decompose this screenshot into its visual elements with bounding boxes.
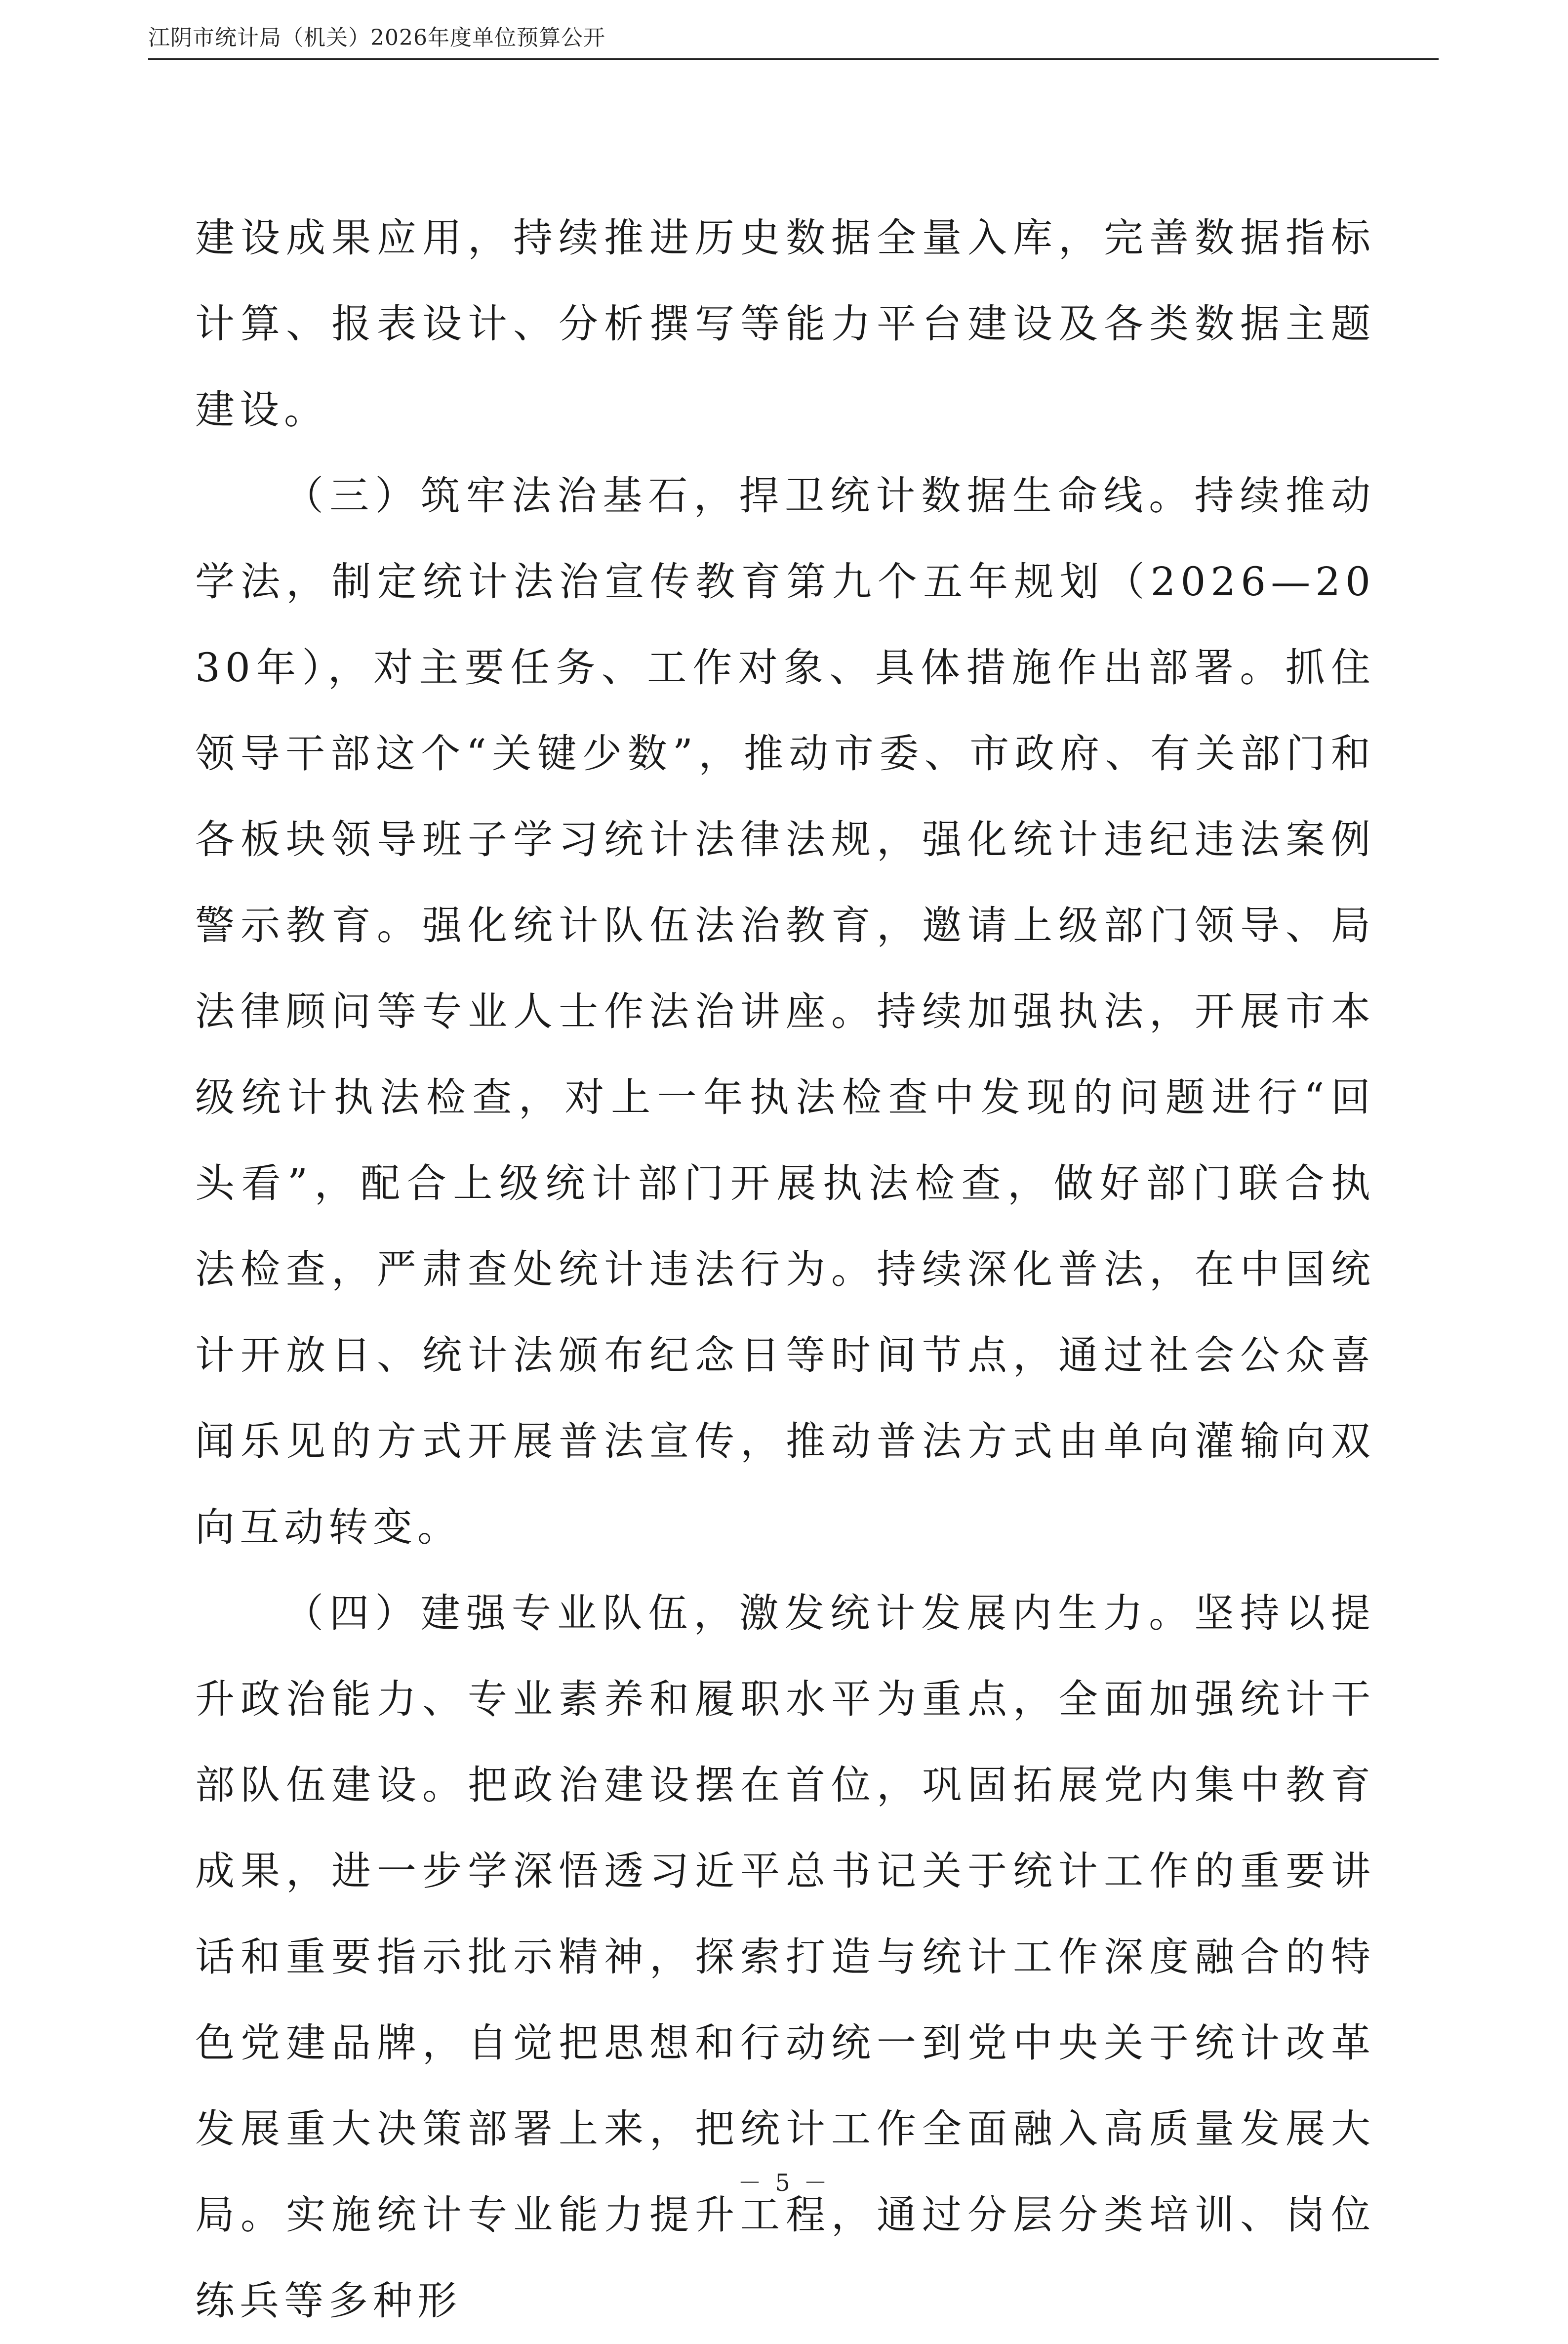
- running-header-title: 江阴市统计局（机关）2026年度单位预算公开: [148, 25, 605, 50]
- paragraph-section-3-rule-of-law: （三）筑牢法治基石，捍卫统计数据生命线。持续推动学法，制定统计法治宣传教育第九个五年规划（2026—2030年），对主要任务、工作对象、具体措施作出部署。抓住领导干部这个“关键少数”，推动市委、市政府、有关部门和各板块领导班子学习统计法律法规，强化统计违纪违法案例警示教育。强化统计队伍法治教育，邀请上级部门领导、局法律顾问等专业人士作法治讲座。持续加强执法，开展市本级统计执法检查，对上一年执法检查中发现的问题进行“回头看”，配合上级统计部门开展执法检查，做好部门联合执法检查，严肃查处统计违法行为。持续深化普法，在中国统计开放日、统计法颁布纪念日等时间节点，通过社会公众喜闻乐见的方式开展普法宣传，推动普法方式由单向灌输向双向互动转变。: [195, 473, 1375, 1550]
- paragraph-continuation: 建设成果应用，持续推进历史数据全量入库，完善数据指标计算、报表设计、分析撰写等能力平台建设及各类数据主题建设。: [195, 215, 1375, 433]
- header-divider: [148, 58, 1439, 60]
- paragraph-section-4-professional-team: （四）建强专业队伍，激发统计发展内生力。坚持以提升政治能力、专业素养和履职水平为重点，全面加强统计干部队伍建设。把政治建设摆在首位，巩固拓展党内集中教育成果，进一步学深悟透习近平总书记关于统计工作的重要讲话和重要指示批示精神，探索打造与统计工作深度融合的特色党建品牌，自觉把思想和行动统一到党中央关于统计改革发展重大决策部署上来，把统计工作全面融入高质量发展大局。实施统计专业能力提升工程，通过分层分类培训、岗位练兵等多种形: [195, 1590, 1375, 2324]
- document-body: [195, 195, 1375, 2344]
- page-number: － 5 －: [737, 2169, 831, 2197]
